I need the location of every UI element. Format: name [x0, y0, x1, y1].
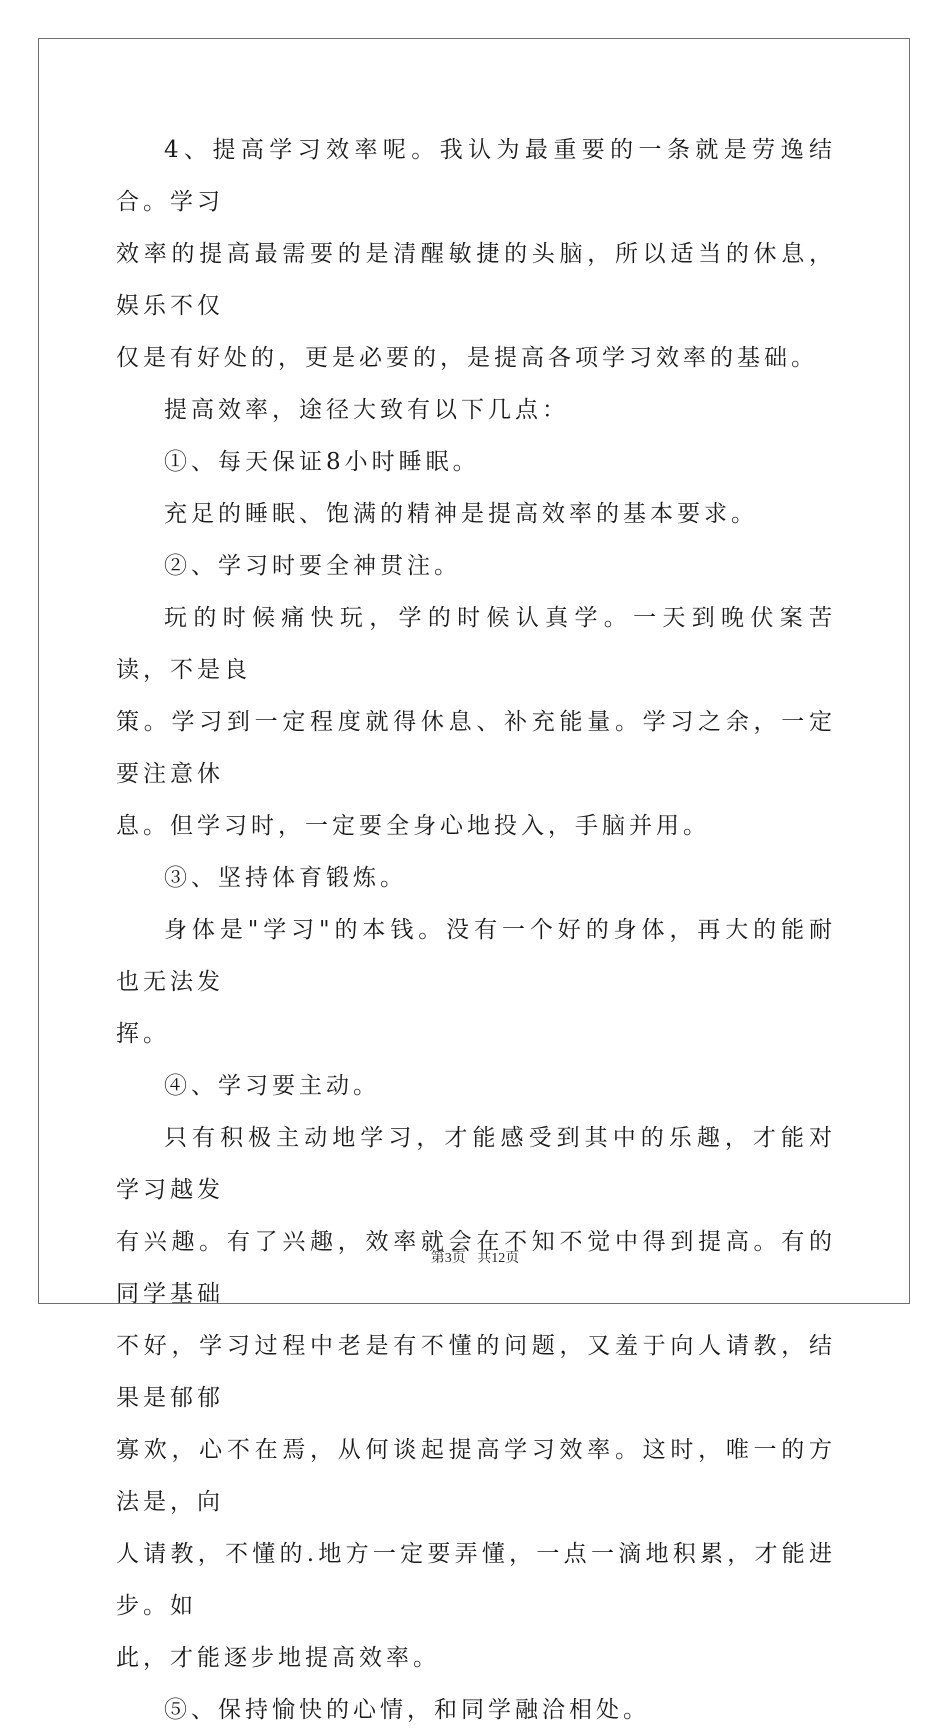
list-item-heading: ④、学习要主动。: [164, 1073, 380, 1099]
text-line: 人请教，不懂的.地方一定要弄懂，一点一滴地积累，才能进步。如: [116, 1541, 836, 1619]
text-line: 有兴趣。有了兴趣，效率就会在不知不觉中得到提高。有的同学基础: [116, 1229, 836, 1307]
text-line: 不好，学习过程中老是有不懂的问题，又羞于向人请教，结果是郁郁: [116, 1333, 836, 1411]
list-item-heading: ①、每天保证8小时睡眠。: [164, 449, 480, 475]
text-line: 提高效率，途径大致有以下几点：: [164, 397, 569, 423]
text-line: 策。学习到一定程度就得休息、补充能量。学习之余，一定要注意休: [116, 709, 836, 787]
text-line: 身体是"学习"的本钱。没有一个好的身体，再大的能耐也无法发: [116, 917, 836, 995]
text-line: 仅是有好处的，更是必要的，是提高各项学习效率的基础。: [116, 345, 818, 371]
page-number: 第3页: [430, 1251, 466, 1266]
text-line: 只有积极主动地学习，才能感受到其中的乐趣，才能对学习越发: [116, 1125, 836, 1203]
text-line: 此，才能逐步地提高效率。: [116, 1645, 440, 1671]
list-item-heading: ③、坚持体育锻炼。: [164, 865, 407, 891]
text-line: 充足的睡眠、饱满的精神是提高效率的基本要求。: [164, 501, 758, 527]
page-footer: [0, 1247, 950, 1267]
document-body: [116, 124, 836, 1736]
text-line: 息。但学习时，一定要全身心地投入，手脑并用。: [116, 813, 710, 839]
list-item-heading: ⑤、保持愉快的心情，和同学融洽相处。: [164, 1697, 650, 1723]
text-line: 玩的时候痛快玩，学的时候认真学。一天到晚伏案苦读，不是良: [116, 605, 836, 683]
total-pages: 共12页: [477, 1251, 520, 1266]
text-line: 4、提高学习效率呢。我认为最重要的一条就是劳逸结合。学习: [116, 137, 836, 215]
list-item-heading: ②、学习时要全神贯注。: [164, 553, 461, 579]
text-line: 效率的提高最需要的是清醒敏捷的头脑，所以适当的休息，娱乐不仅: [116, 241, 836, 319]
text-line: 寡欢，心不在焉，从何谈起提高学习效率。这时，唯一的方法是，向: [116, 1437, 836, 1515]
text-line: 挥。: [116, 1021, 170, 1047]
